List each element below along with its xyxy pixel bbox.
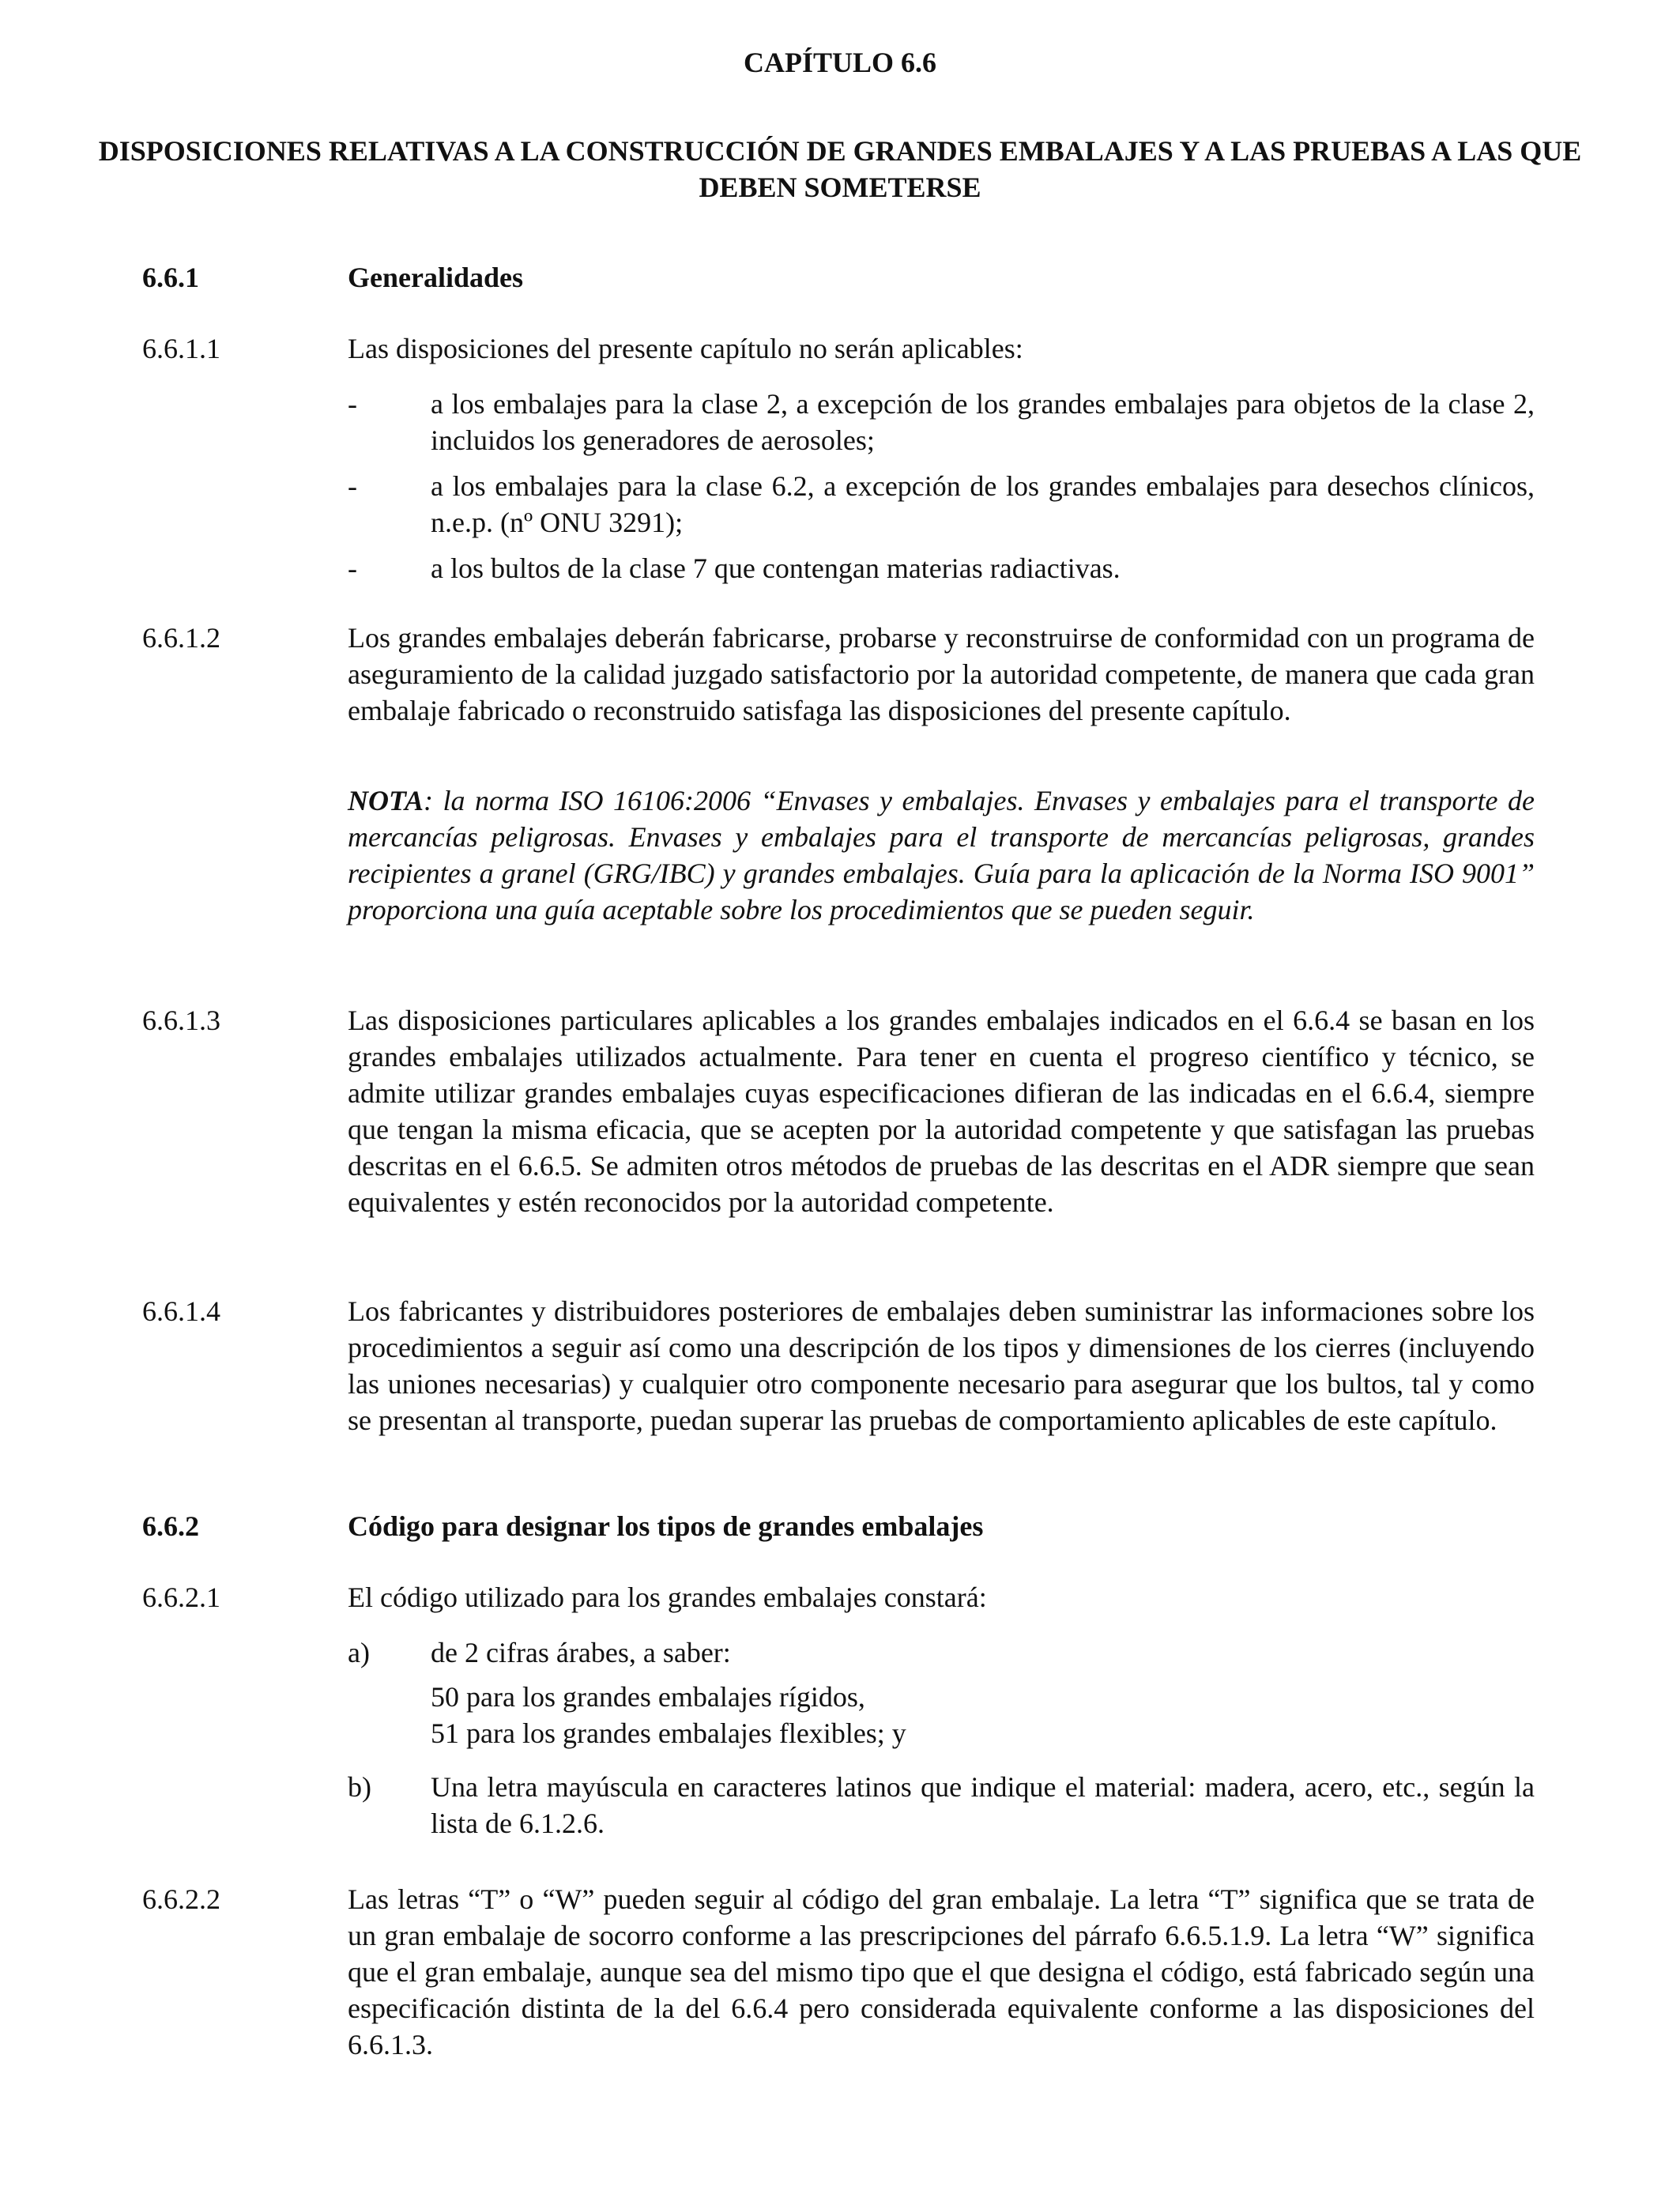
section-number-6-6-2: 6.6.2	[142, 1510, 199, 1542]
paragraph-number-6-6-1-2: 6.6.1.2	[142, 622, 220, 654]
paragraph-number-6-6-1-3: 6.6.1.3	[142, 1005, 220, 1036]
list-item-marker: -	[348, 552, 357, 584]
list-subline: 51 para los grandes embalajes flexibles; y	[431, 1717, 906, 1749]
list-item-marker: a)	[348, 1637, 370, 1668]
list-item: Una letra mayúscula en caracteres latinos que indique el material: madera, acero, etc., según la lista de 6.1.2.6.	[431, 1771, 1535, 1839]
list-item: a los embalajes para la clase 6.2, a excepción de los grandes embalajes para desechos clínicos, n.e.p. (nº ONU 3291);	[431, 470, 1535, 538]
paragraph-number-6-6-1-1: 6.6.1.1	[142, 333, 220, 364]
paragraph-text-6-6-1-3: Las disposiciones particulares aplicables a los grandes embalajes indicados en el 6.6.4 se basan en los grandes embalajes utilizados actualmente. Para tener en cuenta el progreso científico y técnico, se admite utilizar grandes embalajes cuyas especificaciones difieran de las indicadas en el 6.6.4, siempre que tengan la misma eficacia, que se acepten por la autoridad competente y que satisfagan las pruebas descritas en el 6.6.5. Se admiten otros métodos de pruebas de las descritas en el ADR siempre que sean equivalentes y estén reconocidos por la autoridad competente.	[348, 1005, 1535, 1218]
note-paragraph	[348, 782, 1535, 928]
chapter-title: CAPÍTULO 6.6	[743, 47, 937, 78]
section-heading-6-6-2: Código para designar los tipos de grandes embalajes	[348, 1510, 984, 1542]
paragraph-text-6-6-1-4: Los fabricantes y distribuidores posteriores de embalajes deben suministrar las informaciones sobre los procedimientos a seguir así como una descripción de los tipos y dimensiones de los cierres (incluyendo las uniones necesarias) y cualquier otro componente necesario para asegurar que los bultos, tal y como se presentan al transporte, puedan superar las pruebas de comportamiento aplicables de este capítulo.	[348, 1295, 1535, 1436]
note-text: : la norma ISO 16106:2006 “Envases y embalajes. Envases y embalajes para el transporte de mercancías peligrosas. Envases y embalajes para el transporte de mercancías peligrosas, grandes recipientes a granel (GRG/IBC) y grandes embalajes. Guía para la aplicación de la Norma ISO 9001” proporciona una guía aceptable sobre los procedimientos que se pueden seguir.	[348, 785, 1535, 925]
list-item: de 2 cifras árabes, a saber:	[431, 1637, 731, 1668]
paragraph-text-6-6-1-1: Las disposiciones del presente capítulo no serán aplicables:	[348, 333, 1023, 364]
paragraph-text-6-6-1-2: Los grandes embalajes deberán fabricarse, probarse y reconstruirse de conformidad con un programa de aseguramiento de la calidad juzgado satisfactorio por la autoridad competente, de manera que cada gran embalaje fabricado o reconstruido satisfaga las disposiciones del presente capítulo.	[348, 622, 1535, 726]
paragraph-number-6-6-2-2: 6.6.2.2	[142, 1883, 220, 1915]
list-item-marker: -	[348, 470, 357, 502]
paragraph-number-6-6-2-1: 6.6.2.1	[142, 1581, 220, 1613]
list-item: a los bultos de la clase 7 que contengan materias radiactivas.	[431, 552, 1121, 584]
page-title: DISPOSICIONES RELATIVAS A LA CONSTRUCCIÓN DE GRANDES EMBALAJES Y A LAS PRUEBAS A LAS QUE DEBEN SOMETERSE	[98, 135, 1582, 203]
paragraph-number-6-6-1-4: 6.6.1.4	[142, 1295, 220, 1327]
list-subline: 50 para los grandes embalajes rígidos,	[431, 1681, 865, 1713]
list-item: a los embalajes para la clase 2, a excepción de los grandes embalajes para objetos de la clase 2, incluidos los generadores de aerosoles;	[431, 388, 1535, 456]
paragraph-text-6-6-2-2: Las letras “T” o “W” pueden seguir al código del gran embalaje. La letra “T” significa que se trata de un gran embalaje de socorro conforme a las prescripciones del párrafo 6.6.5.1.9. La letra “W” significa que el gran embalaje, aunque sea del mismo tipo que el que designa el código, está fabricado según una especificación distinta de la del 6.6.4 pero considerada equivalente conforme a las disposiciones del 6.6.1.3.	[348, 1883, 1535, 2060]
paragraph-text-6-6-2-1: El código utilizado para los grandes embalajes constará:	[348, 1581, 987, 1613]
section-heading-6-6-1: Generalidades	[348, 262, 523, 293]
list-item-marker: b)	[348, 1771, 371, 1803]
list-item-marker: -	[348, 388, 357, 420]
note-label: NOTA	[348, 785, 424, 816]
section-number-6-6-1: 6.6.1	[142, 262, 199, 293]
